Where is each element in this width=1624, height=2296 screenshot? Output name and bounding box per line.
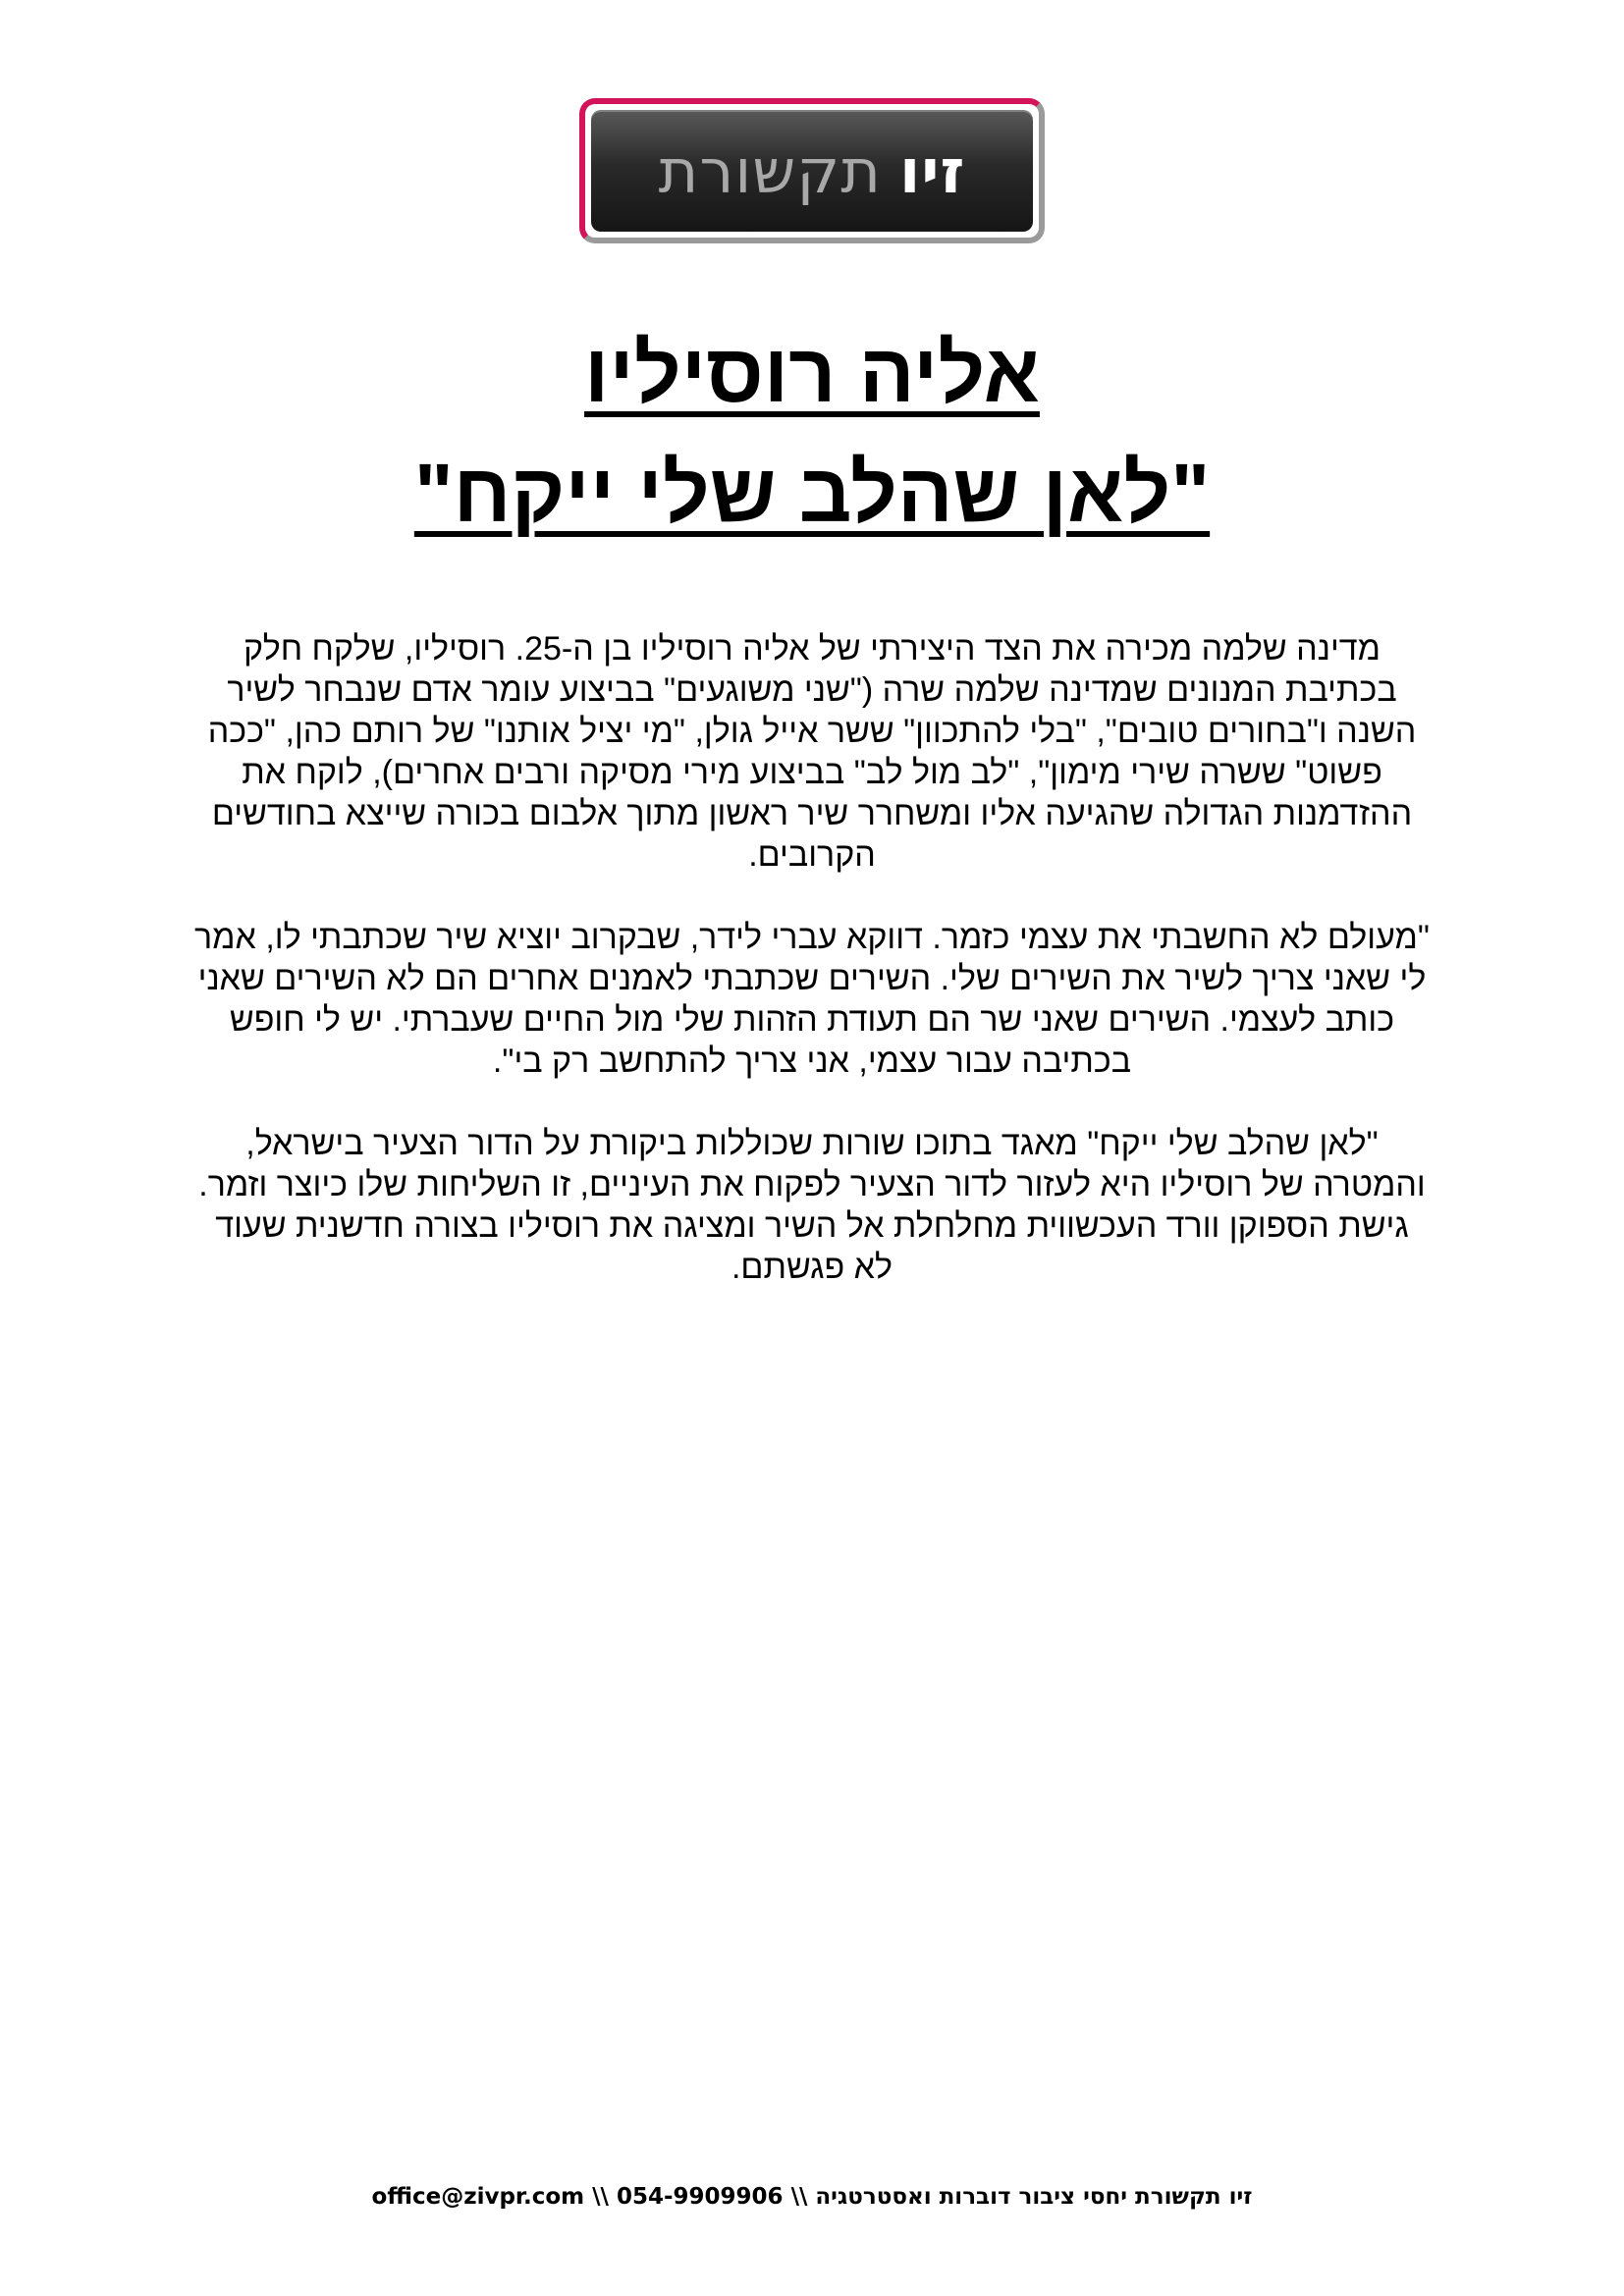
paragraph-intro: מדינה שלמה מכירה את הצד היצירתי של אליה רוסיליו בן ה-25. רוסיליו, שלקח חלק בכתיבת המנונים שמדינה שלמה שרה ("שני משוגעים" בביצוע עומר אדם שנבחר לשיר השנה ו"בחורים טובים", "בלי להתכוון" ששר אייל גולן, "מי יציל אותנו" של רותם כהן, "ככה פשוט" ששרה שירי מימון", "לב מול לב" בביצוע מירי מסיקה ורבים אחרים), לוקח את ההזדמנות הגדולה שהגיעה אליו ומשחרר שיר ראשון מתוך אלבום בכורה שייצא בחודשים הקרובים. — [207, 630, 1417, 874]
company-logo — [579, 98, 1045, 243]
contact-footer: זיו תקשורת יחסי ציבור דוברות ואסטרטגיה \\ 054-9909906 \\ office@zivpr.com — [371, 2184, 1253, 2210]
title-artist-name: אליה רוסיליו — [584, 327, 1040, 419]
logo-plate — [591, 110, 1033, 232]
title-song-name: "לאן שהלב שלי ייקח" — [413, 447, 1211, 539]
paragraph-song: "לאן שהלב שלי ייקח" מאגד בתוכו שורות שכוללות ביקורת על הדור הצעיר בישראל, והמטרה של רוסיליו היא לעזור לדור הצעיר לפקוח את העיניים, זו השליחות שלו כיוצר וזמר. גישת הספוקן וורד העכשווית מחלחלת אל השיר ומציגה את רוסיליו בצורה חדשנית שעוד לא פגשתם. — [198, 1125, 1426, 1286]
logo-brand-text: זיו — [898, 134, 966, 207]
press-release-body — [191, 628, 1433, 1329]
document-title — [0, 324, 1624, 542]
paragraph-quote: "מעולם לא החשבתי את עצמי כזמר. דווקא עברי לידר, שבקרוב יוציא שיר שכתבתי לו, אמר לי שאני צריך לשיר את השירים שלי. השירים שכתבתי לאמנים אחרים הם לא השירים שאני כותב לעצמי. השירים שאני שר הם תעודת הזהות שלי מול החיים שעברתי. יש לי חופש בכתיבה עבור עצמי, אני צריך להתחשב רק בי". — [194, 919, 1430, 1080]
logo-sub-text: תקשורת — [658, 134, 882, 207]
